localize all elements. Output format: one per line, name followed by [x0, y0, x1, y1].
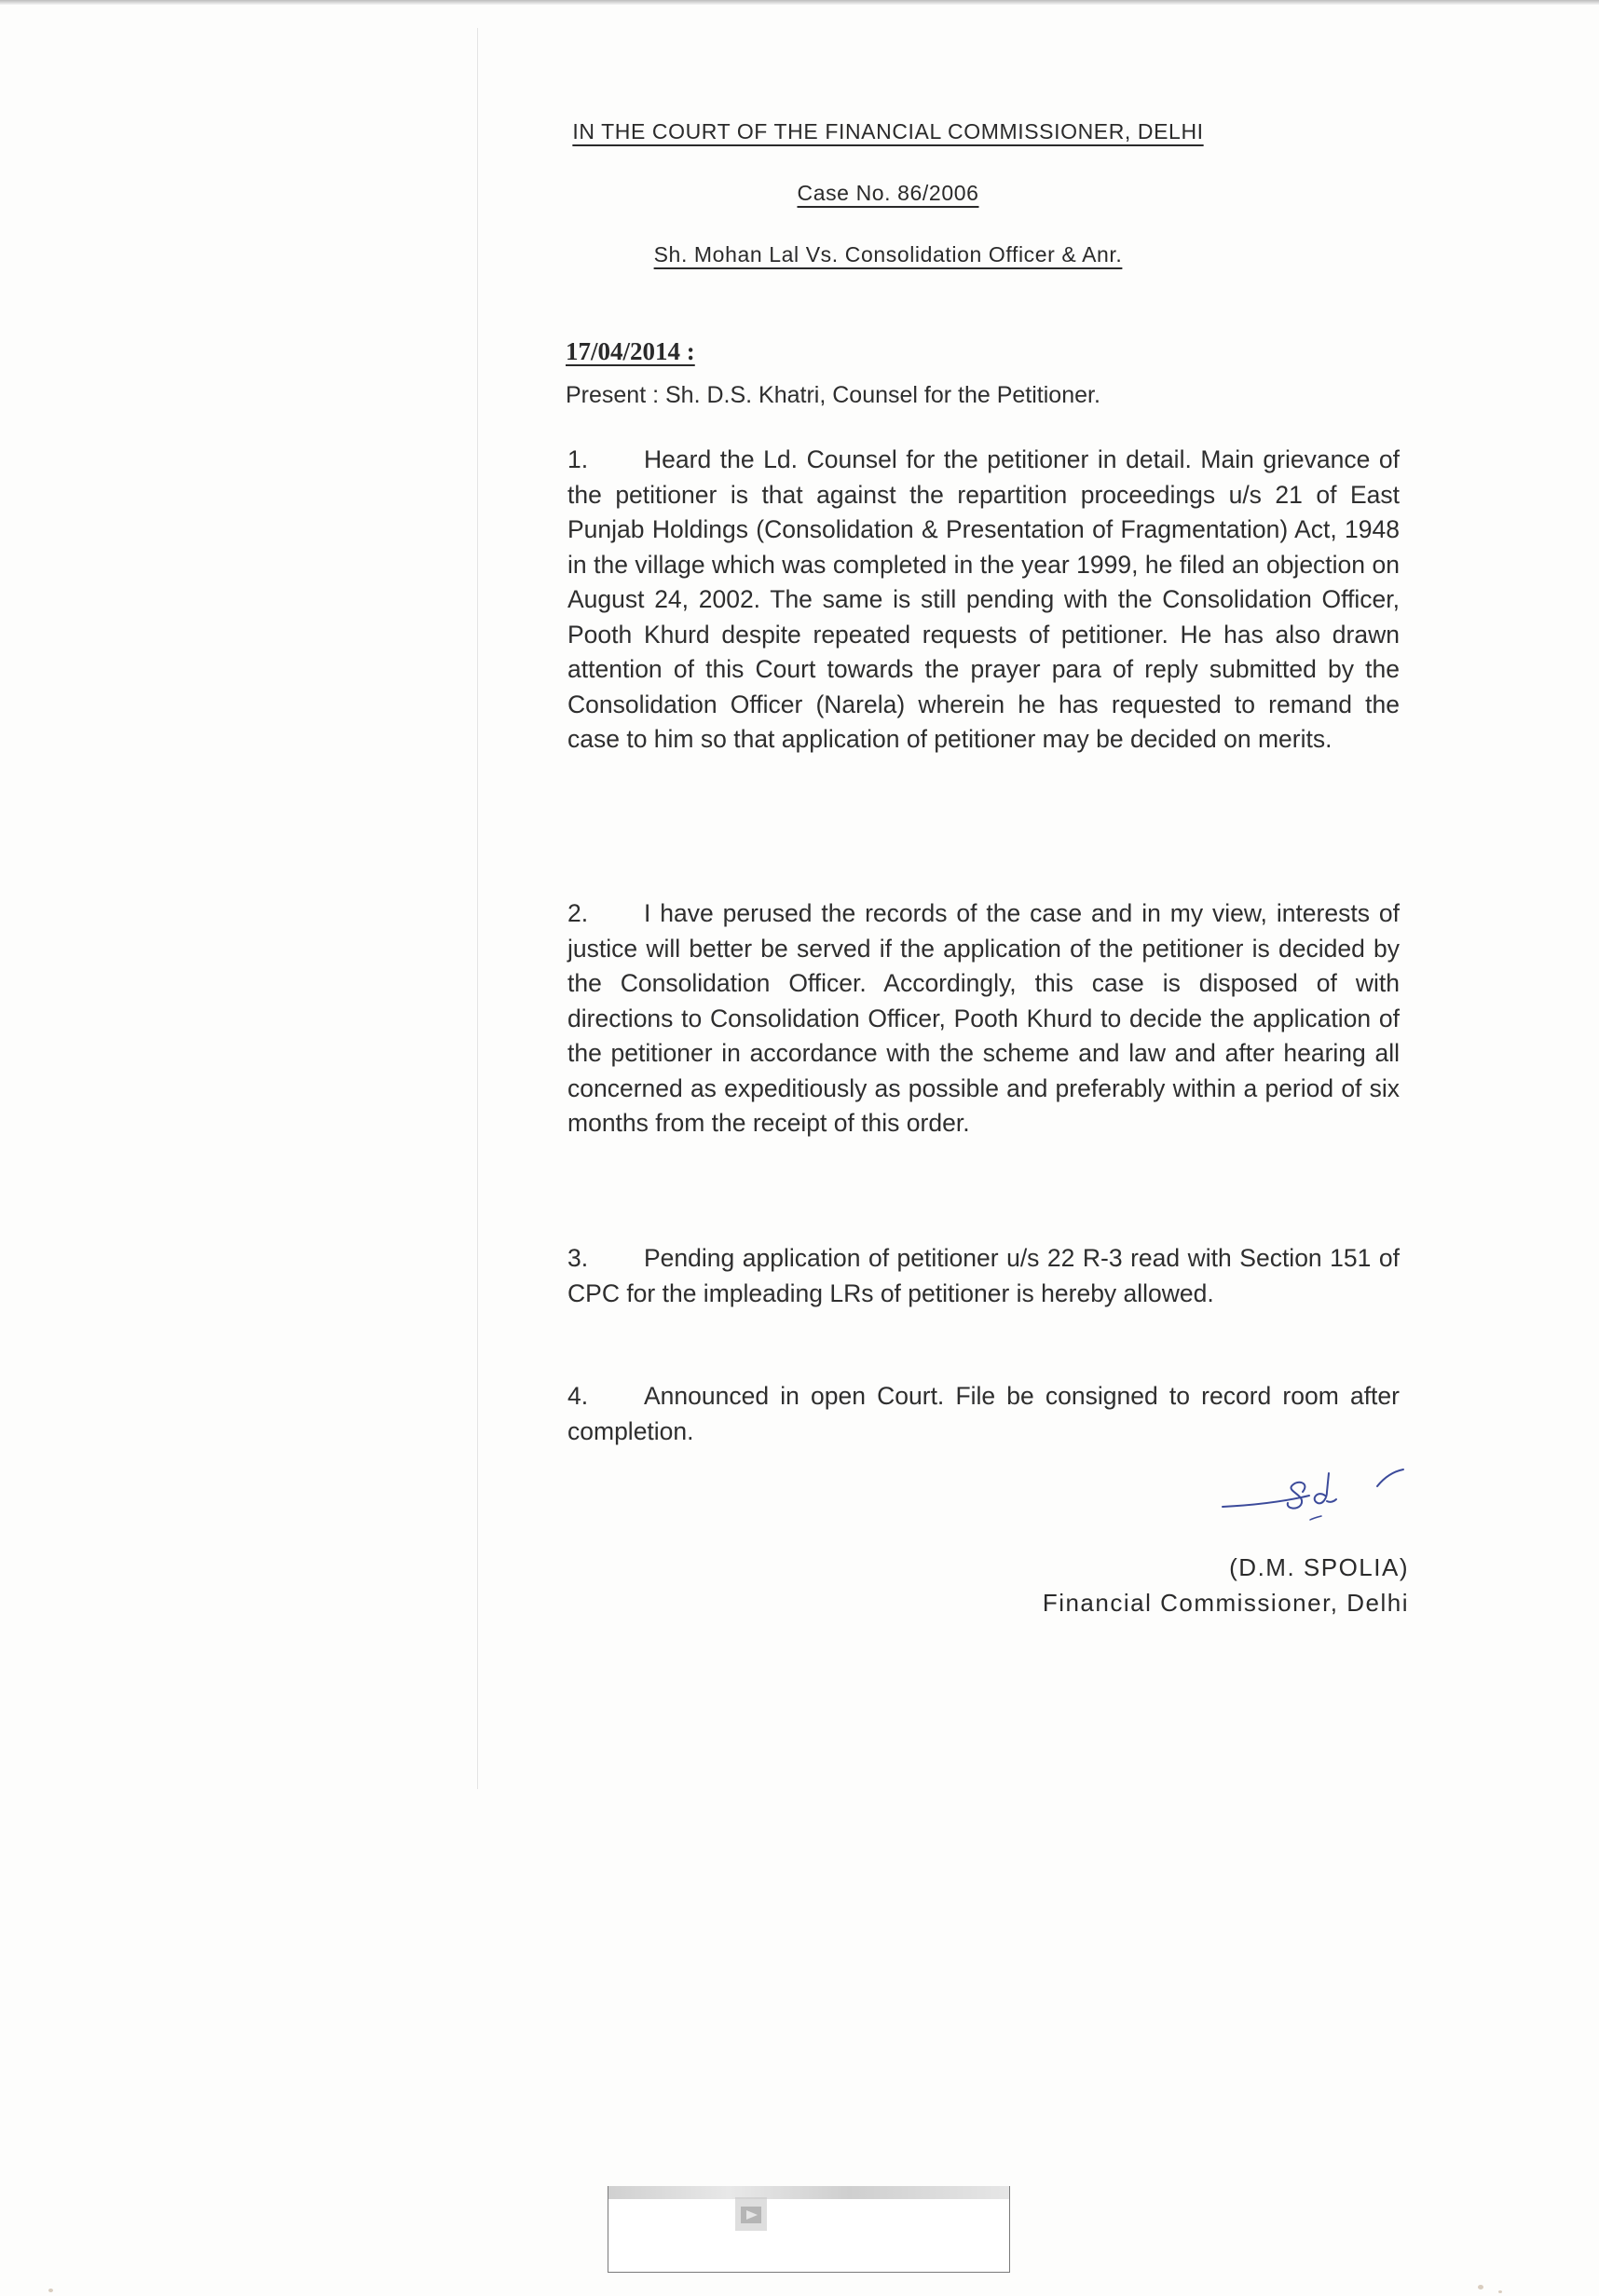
paragraph-number: 1.: [567, 445, 589, 473]
case-parties: Sh. Mohan Lal Vs. Consolidation Officer & Anr.: [653, 242, 1123, 266]
order-paragraph-4: [567, 1379, 1400, 1449]
scan-stamp-box: [608, 2186, 1010, 2273]
stamp-bar: [608, 2186, 1009, 2199]
paragraph-text: Announced in open Court. File be consigned to record room after completion.: [567, 1382, 1400, 1445]
scan-speck: [48, 2289, 53, 2292]
scan-top-edge: [0, 0, 1599, 5]
scan-speck: [1478, 2285, 1483, 2289]
paragraph-number: 2.: [567, 899, 589, 927]
order-paragraph-1: [567, 443, 1400, 758]
paragraph-text: I have perused the records of the case and in my view, interests of justice will better be served if the application of the petitioner is decided by the Consolidation Officer. Accordingly, this case is disposed of with directions to Consolidation Officer, Pooth Khurd to decide the application of the petitioner in accordance with the scheme and law and after hearing all concerned as expeditiously as possible and preferably within a period of six months from the receipt of this order.: [567, 899, 1400, 1137]
handwritten-signature: [1221, 1458, 1426, 1524]
fold-line: [477, 28, 478, 1789]
present-line: Present : Sh. D.S. Khatri, Counsel for the Petitioner.: [566, 382, 1100, 408]
signatory-name: (D.M. SPOLIA): [1229, 1553, 1409, 1581]
paragraph-number: 3.: [567, 1244, 589, 1272]
scan-speck: [1498, 2290, 1502, 2293]
court-heading: IN THE COURT OF THE FINANCIAL COMMISSIONER, DELHI: [572, 119, 1204, 144]
stamp-icon: [730, 2194, 772, 2236]
order-paragraph-2: [567, 896, 1400, 1141]
paragraph-number: 4.: [567, 1382, 589, 1410]
order-date: 17/04/2014 :: [566, 337, 695, 365]
paragraph-text: Heard the Ld. Counsel for the petitioner in detail. Main grievance of the petitioner is that against the repartition proceedings u/s 21 of East Punjab Holdings (Consolidation & Presentation of Fragmentation) Act, 1948 in the village which was completed in the year 1999, he filed an objection on August 24, 2002. The same is still pending with the Consolidation Officer, Pooth Khurd despite repeated requests of petitioner. He has also drawn attention of this Court towards the prayer para of reply submitted by the Consolidation Officer (Narela) wherein he has requested to remand the case to him so that application of petitioner may be decided on merits.: [567, 445, 1400, 753]
case-number: Case No. 86/2006: [797, 181, 979, 205]
signatory-designation: Financial Commissioner, Delhi: [1042, 1589, 1409, 1617]
paragraph-text: Pending application of petitioner u/s 22 R-3 read with Section 151 of CPC for the impleading LRs of petitioner is hereby allowed.: [567, 1244, 1400, 1307]
order-paragraph-3: [567, 1241, 1400, 1311]
